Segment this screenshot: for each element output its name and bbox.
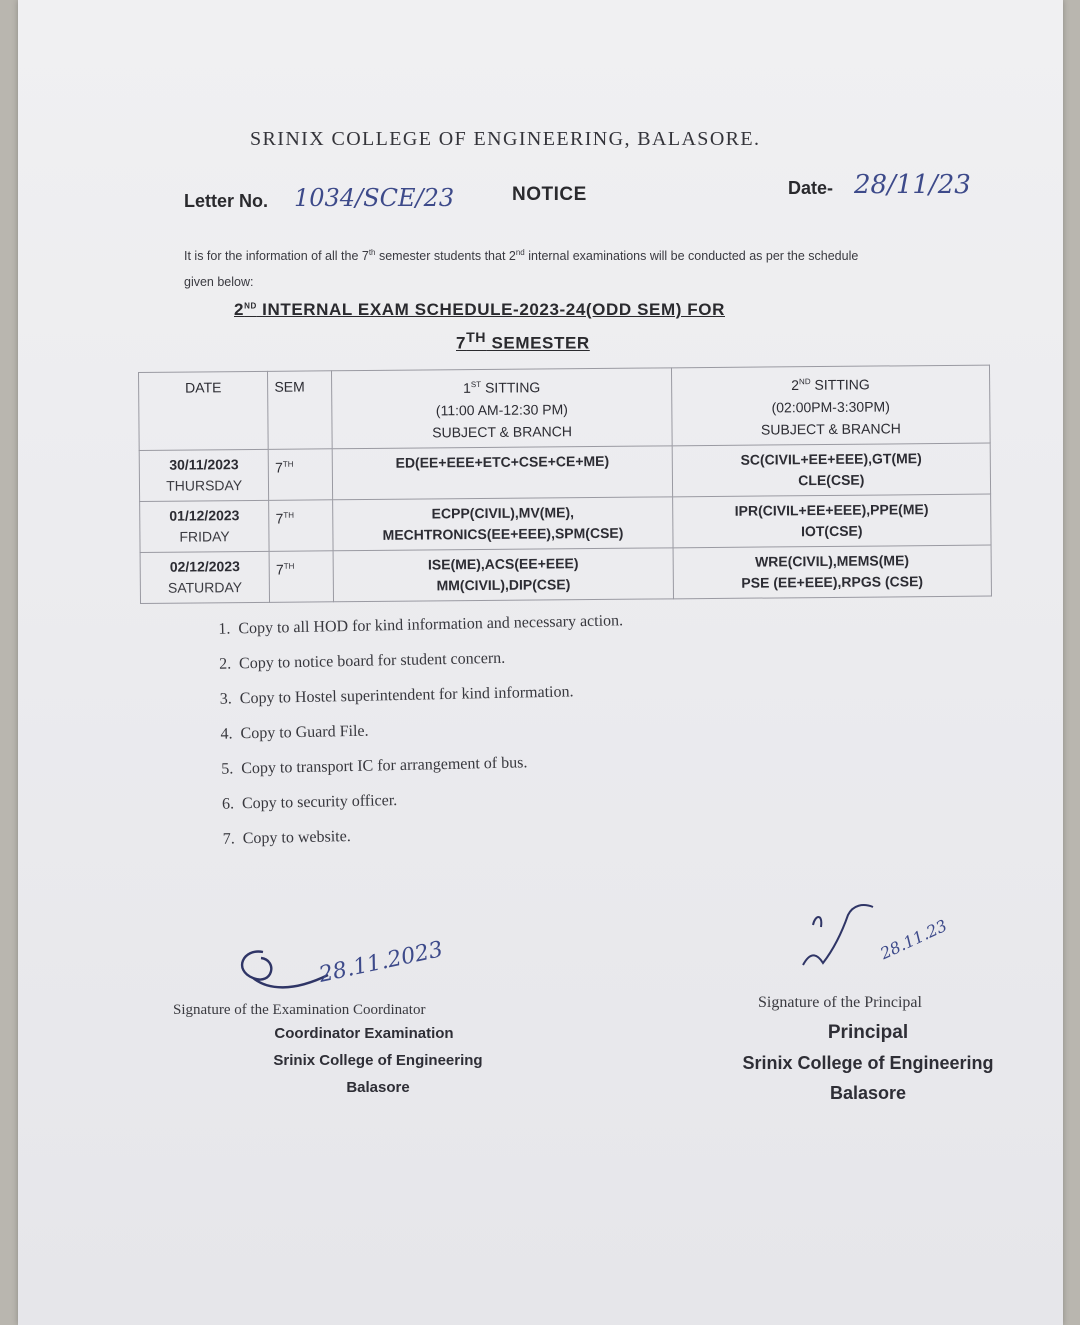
list-item: 2. Copy to notice board for student concern. — [235, 638, 624, 681]
row-sem: 7TH — [269, 499, 334, 551]
column-header-sitting-1: 1ST SITTING (11:00 AM-12:30 PM) SUBJECT & BRANCH — [332, 368, 672, 449]
list-item: 7. Copy to website. — [238, 813, 627, 856]
table-row — [139, 443, 990, 501]
exam-schedule-table — [138, 365, 992, 604]
letter-no-value: 1034/SCE/23 — [294, 184, 455, 212]
column-header-sitting-2: 2ND SITTING (02:00PM-3:30PM) SUBJECT & BRANCH — [671, 365, 990, 445]
row-sitting-2: SC(CIVIL+EE+EEE),GT(ME) CLE(CSE) — [672, 443, 991, 497]
letter-no-label: Letter No. — [184, 191, 269, 211]
table-row — [140, 494, 991, 552]
list-item: 4. Copy to Guard File. — [236, 708, 625, 751]
row-sem: 7TH — [269, 550, 334, 602]
principal-signature-icon — [793, 895, 903, 985]
row-sitting-1: ECPP(CIVIL),MV(ME), MECHTRONICS(EE+EEE),SPM(CSE) — [333, 496, 673, 550]
row-date: 01/12/2023 FRIDAY — [140, 500, 270, 552]
schedule-heading: 2ND INTERNAL EXAM SCHEDULE-2023-24(ODD SEM) FOR — [234, 300, 725, 319]
principal-signature-label: Signature of the Principal — [758, 994, 922, 1011]
date-value: 28/11/23 — [854, 170, 971, 200]
date-label: Date- — [788, 178, 834, 198]
schedule-heading-semester: 7TH SEMESTER — [456, 330, 590, 353]
table-header-row — [139, 365, 991, 450]
copy-to-list — [206, 603, 628, 857]
column-header-date: DATE — [139, 371, 269, 450]
coordinator-signature-date: 28.11.2023 — [316, 937, 446, 988]
list-item: 3. Copy to Hostel superintendent for kind information. — [235, 673, 624, 716]
principal-signature-date: 28.11.23 — [877, 915, 950, 964]
notice-title: NOTICE — [512, 184, 587, 205]
table-row — [140, 545, 991, 603]
row-sitting-2: WRE(CIVIL),MEMS(ME) PSE (EE+EEE),RPGS (CSE) — [673, 545, 992, 599]
row-date: 02/12/2023 SATURDAY — [140, 551, 270, 603]
intro-paragraph: It is for the information of all the 7th semester students that 2nd internal examinations will be conducted as per the schedule given below: — [184, 248, 859, 290]
coordinator-stamp: Coordinator Examination Srinix College of Engineering Balasore — [273, 1025, 483, 1096]
row-sitting-1: ED(EE+EEE+ETC+CSE+CE+ME) — [333, 446, 673, 500]
row-date: 30/11/2023 THURSDAY — [139, 449, 269, 501]
row-sitting-1: ISE(ME),ACS(EE+EEE) MM(CIVIL),DIP(CSE) — [333, 547, 673, 601]
row-sitting-2: IPR(CIVIL+EE+EEE),PPE(ME) IOT(CSE) — [672, 494, 991, 548]
column-header-sem: SEM — [268, 371, 333, 449]
principal-stamp: Principal Srinix College of Engineering Balasore — [742, 1022, 994, 1103]
notice-page — [18, 0, 1063, 1325]
coordinator-signature-label: Signature of the Examination Coordinator — [173, 1002, 426, 1018]
list-item: 5. Copy to transport IC for arrangement of bus. — [237, 743, 626, 786]
list-item: 1. Copy to all HOD for kind information and necessary action. — [234, 603, 623, 646]
list-item: 6. Copy to security officer. — [238, 778, 627, 821]
row-sem: 7TH — [268, 448, 333, 500]
college-name: SRINIX COLLEGE OF ENGINEERING, BALASORE. — [250, 128, 761, 150]
